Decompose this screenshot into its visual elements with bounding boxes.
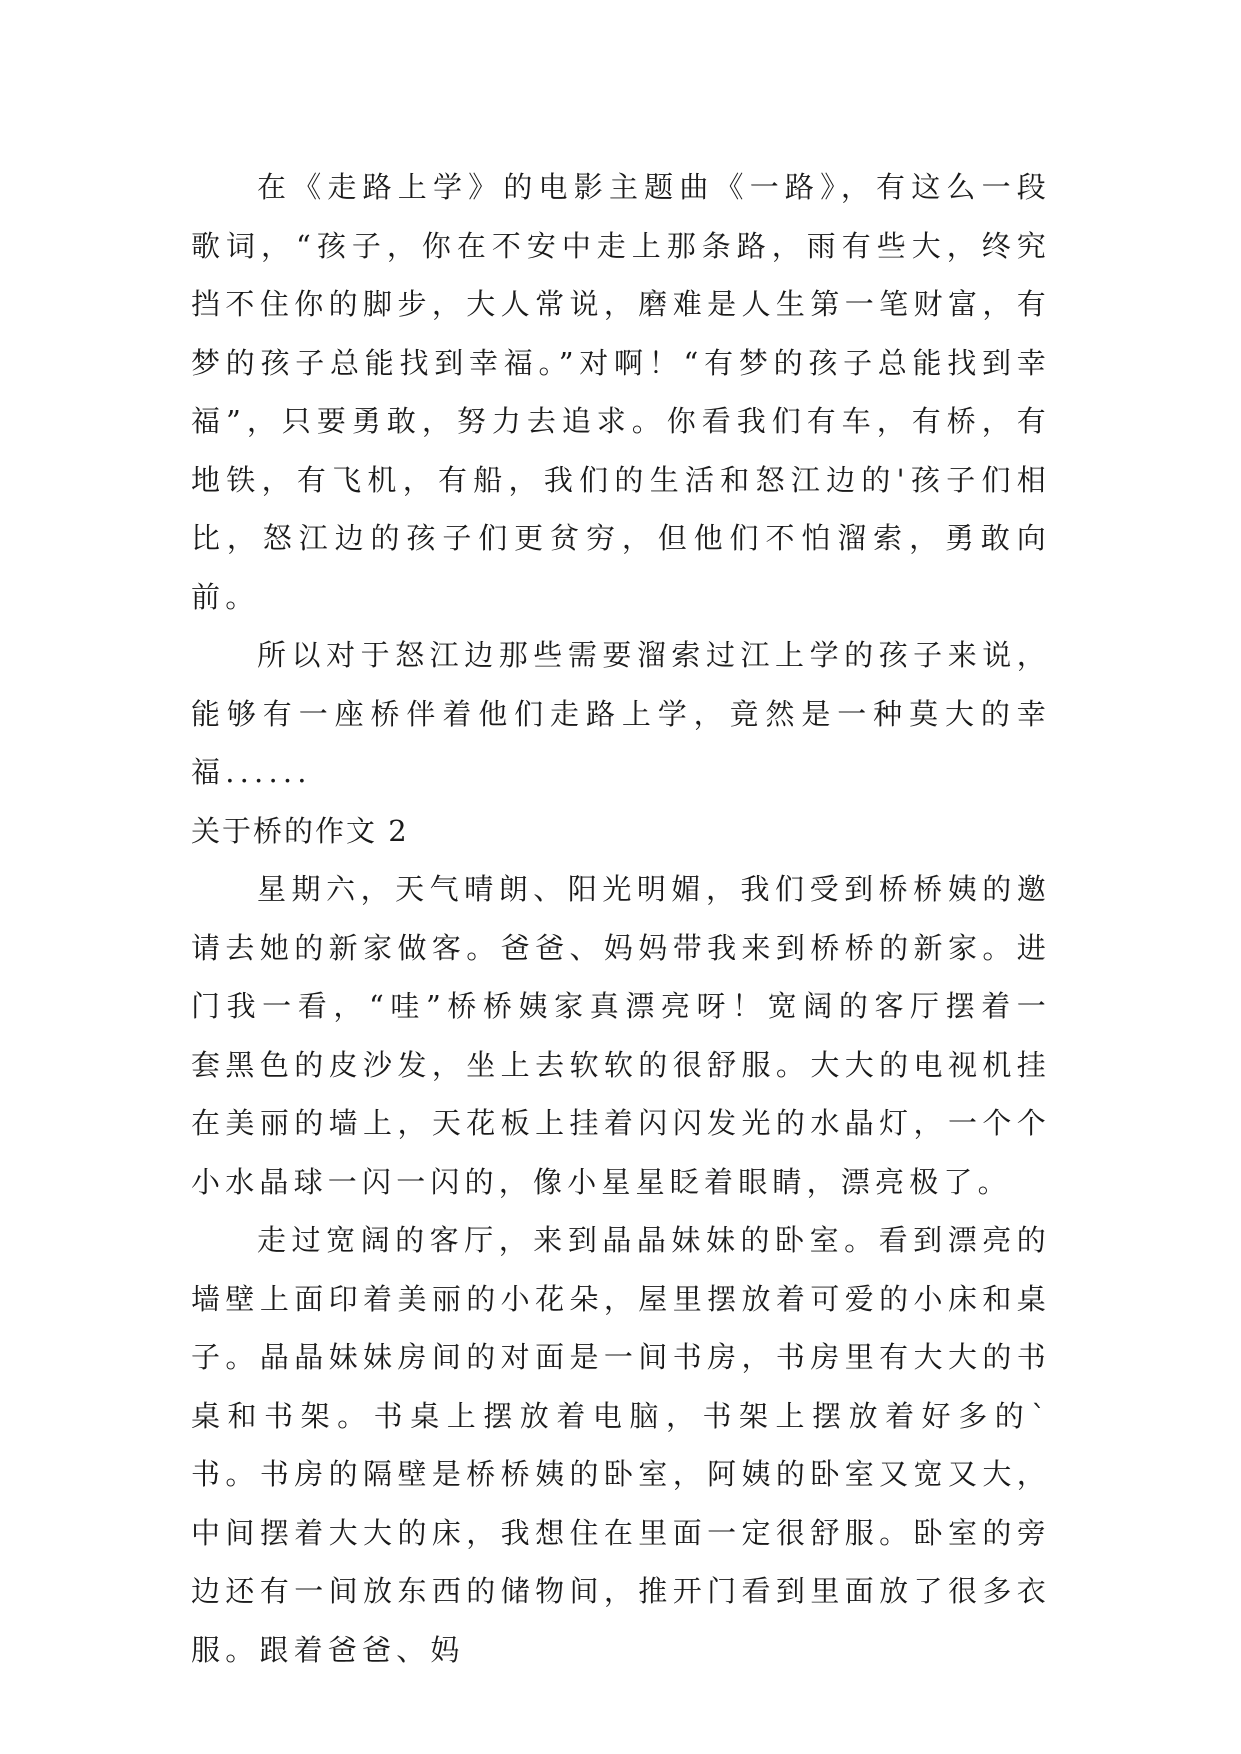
paragraph-new-home-visit: 星期六，天气晴朗、阳光明媚，我们受到桥桥姨的邀请去她的新家做客。爸爸、妈妈带我来到桥桥的新家。进门我一看，“哇”桥桥姨家真漂亮呀！宽阔的客厅摆着一套黑色的皮沙发，坐上去软软的很舒服。大大的电视机挂在美丽的墙上，天花板上挂着闪闪发光的水晶灯，一个个小水晶球一闪一闪的，像小星星眨着眼睛，漂亮极了。	[191, 872, 1051, 1199]
paragraph-song-lyrics: 在《走路上学》的电影主题曲《一路》，有这么一段歌词，“孩子，你在不安中走上那条路，雨有些大，终究挡不住你的脚步，大人常说，磨难是人生第一笔财富，有梦的孩子总能找到幸福。”对啊！“有梦的孩子总能找到幸福”，只要勇敢，努力去追求。你看我们有车，有桥，有地铁，有飞机，有船，我们的生活和怒江边的'孩子们相比，怒江边的孩子们更贫穷，但他们不怕溜索，勇敢向前。	[191, 170, 1051, 614]
document-body	[191, 158, 1051, 1679]
paragraph-bedroom-tour: 走过宽阔的客厅，来到晶晶妹妹的卧室。看到漂亮的墙壁上面印着美丽的小花朵，屋里摆放着可爱的小床和桌子。晶晶妹妹房间的对面是一间书房，书房里有大大的书桌和书架。书桌上摆放着电脑，书架上摆放着好多的`书。书房的隔壁是桥桥姨的卧室，阿姨的卧室又宽又大，中间摆着大大的床，我想住在里面一定很舒服。卧室的旁边还有一间放东西的储物间，推开门看到里面放了很多衣服。跟着爸爸、妈	[191, 1223, 1051, 1667]
paragraph-bridge-happiness: 所以对于怒江边那些需要溜索过江上学的孩子来说，能够有一座桥伴着他们走路上学，竟然是一种莫大的幸福......	[191, 638, 1051, 789]
section-title: 关于桥的作文 2	[191, 813, 409, 848]
